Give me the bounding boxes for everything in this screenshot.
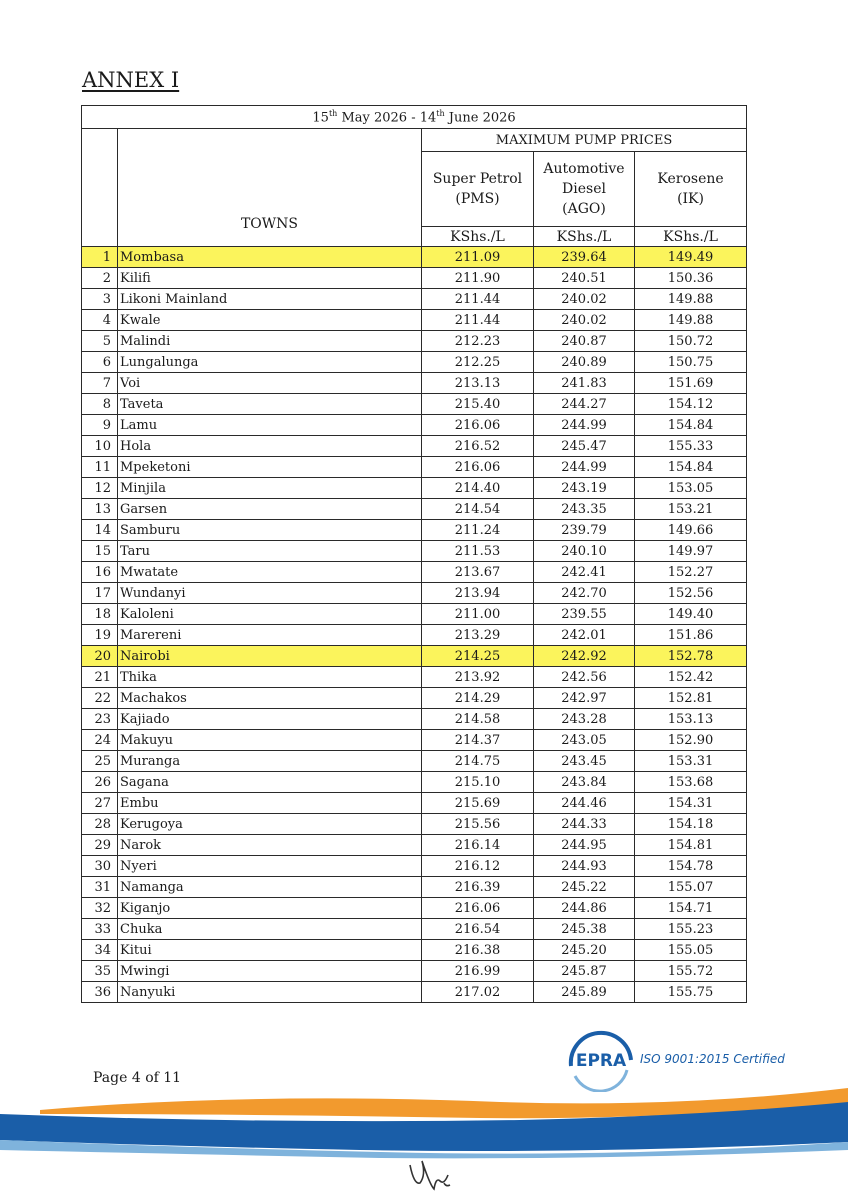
row-number: 17 [82, 583, 118, 604]
pms-price: 211.44 [422, 289, 534, 310]
table-row [82, 268, 747, 289]
row-number: 4 [82, 310, 118, 331]
town-name: Kwale [118, 310, 422, 331]
pms-price: 214.25 [422, 646, 534, 667]
table-row [82, 604, 747, 625]
period-header: 15th May 2026 - 14th June 2026 [82, 106, 747, 129]
town-name: Lungalunga [118, 352, 422, 373]
town-name: Kaloleni [118, 604, 422, 625]
ago-price: 240.89 [534, 352, 635, 373]
pms-price: 216.39 [422, 877, 534, 898]
ik-price: 149.40 [635, 604, 747, 625]
pms-price: 213.29 [422, 625, 534, 646]
table-row [82, 373, 747, 394]
town-name: Mpeketoni [118, 457, 422, 478]
ik-price: 154.12 [635, 394, 747, 415]
ago-price: 240.87 [534, 331, 635, 352]
pms-price: 213.92 [422, 667, 534, 688]
row-number: 30 [82, 856, 118, 877]
row-number: 33 [82, 919, 118, 940]
row-number: 28 [82, 814, 118, 835]
ago-price: 245.38 [534, 919, 635, 940]
row-number: 36 [82, 982, 118, 1003]
table-row [82, 541, 747, 562]
pms-price: 211.90 [422, 268, 534, 289]
ago-price: 242.97 [534, 688, 635, 709]
table-row [82, 562, 747, 583]
town-name: Mwingi [118, 961, 422, 982]
ago-price: 243.84 [534, 772, 635, 793]
pms-price: 214.40 [422, 478, 534, 499]
ik-price: 149.88 [635, 289, 747, 310]
town-name: Voi [118, 373, 422, 394]
pms-price: 215.56 [422, 814, 534, 835]
ik-price: 155.72 [635, 961, 747, 982]
ik-price: 154.78 [635, 856, 747, 877]
row-number: 19 [82, 625, 118, 646]
row-number: 24 [82, 730, 118, 751]
row-number: 14 [82, 520, 118, 541]
number-column-header [82, 129, 118, 247]
pms-price: 211.53 [422, 541, 534, 562]
row-number: 11 [82, 457, 118, 478]
pms-price: 214.75 [422, 751, 534, 772]
ago-price: 244.95 [534, 835, 635, 856]
town-name: Sagana [118, 772, 422, 793]
table-row [82, 940, 747, 961]
ago-price: 241.83 [534, 373, 635, 394]
ik-price: 149.88 [635, 310, 747, 331]
max-pump-prices-header: MAXIMUM PUMP PRICES [422, 129, 747, 152]
iso-certification: ISO 9001:2015 Certified [640, 1052, 785, 1066]
ik-price: 154.84 [635, 415, 747, 436]
ago-price: 244.33 [534, 814, 635, 835]
ik-price: 154.18 [635, 814, 747, 835]
town-name: Nairobi [118, 646, 422, 667]
ago-price: 243.19 [534, 478, 635, 499]
pms-price: 213.67 [422, 562, 534, 583]
ik-price: 151.69 [635, 373, 747, 394]
town-name: Machakos [118, 688, 422, 709]
row-number: 6 [82, 352, 118, 373]
row-number: 5 [82, 331, 118, 352]
ago-price: 245.47 [534, 436, 635, 457]
row-number: 8 [82, 394, 118, 415]
table-row [82, 352, 747, 373]
town-name: Mombasa [118, 247, 422, 268]
row-number: 35 [82, 961, 118, 982]
pms-price: 212.23 [422, 331, 534, 352]
pms-price: 216.52 [422, 436, 534, 457]
table-row [82, 709, 747, 730]
table-row [82, 982, 747, 1003]
pms-price: 216.38 [422, 940, 534, 961]
ago-price: 239.55 [534, 604, 635, 625]
table-row [82, 583, 747, 604]
annex-title: ANNEX I [82, 68, 180, 92]
ik-price: 154.71 [635, 898, 747, 919]
town-name: Makuyu [118, 730, 422, 751]
row-number: 15 [82, 541, 118, 562]
row-number: 7 [82, 373, 118, 394]
pms-price: 215.10 [422, 772, 534, 793]
ik-price: 154.31 [635, 793, 747, 814]
table-row [82, 478, 747, 499]
town-name: Embu [118, 793, 422, 814]
town-name: Muranga [118, 751, 422, 772]
table-row [82, 730, 747, 751]
kerosene-header: Kerosene (IK) [635, 152, 747, 227]
ik-price: 153.21 [635, 499, 747, 520]
row-number: 31 [82, 877, 118, 898]
pms-price: 216.06 [422, 457, 534, 478]
ago-price: 243.05 [534, 730, 635, 751]
pms-price: 216.14 [422, 835, 534, 856]
town-name: Kerugoya [118, 814, 422, 835]
table-row [82, 646, 747, 667]
ago-price: 244.93 [534, 856, 635, 877]
unit-label: KShs./L [635, 227, 747, 247]
pms-price: 211.24 [422, 520, 534, 541]
table-row [82, 835, 747, 856]
ik-price: 155.75 [635, 982, 747, 1003]
town-name: Lamu [118, 415, 422, 436]
pms-price: 211.09 [422, 247, 534, 268]
town-name: Namanga [118, 877, 422, 898]
ik-price: 153.13 [635, 709, 747, 730]
row-number: 1 [82, 247, 118, 268]
table-row [82, 961, 747, 982]
row-number: 18 [82, 604, 118, 625]
table-row [82, 877, 747, 898]
table-row [82, 751, 747, 772]
ago-price: 242.56 [534, 667, 635, 688]
pms-price: 216.06 [422, 415, 534, 436]
town-name: Kajiado [118, 709, 422, 730]
ik-price: 152.81 [635, 688, 747, 709]
ik-price: 154.81 [635, 835, 747, 856]
pms-price: 214.54 [422, 499, 534, 520]
ago-price: 243.45 [534, 751, 635, 772]
pms-price: 216.12 [422, 856, 534, 877]
table-row [82, 331, 747, 352]
ago-price: 240.10 [534, 541, 635, 562]
ik-price: 150.36 [635, 268, 747, 289]
pms-price: 215.40 [422, 394, 534, 415]
table-row [82, 793, 747, 814]
ago-price: 240.02 [534, 310, 635, 331]
ago-price: 243.35 [534, 499, 635, 520]
town-name: Garsen [118, 499, 422, 520]
town-name: Marereni [118, 625, 422, 646]
town-name: Taveta [118, 394, 422, 415]
ik-price: 149.66 [635, 520, 747, 541]
ago-price: 242.92 [534, 646, 635, 667]
ik-price: 149.49 [635, 247, 747, 268]
town-name: Hola [118, 436, 422, 457]
pump-price-table [81, 105, 747, 1003]
signature-icon [400, 1155, 460, 1195]
ago-price: 245.87 [534, 961, 635, 982]
table-row [82, 310, 747, 331]
towns-header: TOWNS [118, 129, 422, 247]
table-row [82, 247, 747, 268]
row-number: 23 [82, 709, 118, 730]
town-name: Taru [118, 541, 422, 562]
ik-price: 154.84 [635, 457, 747, 478]
table-row [82, 625, 747, 646]
row-number: 2 [82, 268, 118, 289]
ago-price: 242.70 [534, 583, 635, 604]
epra-logo-text: EPRA [575, 1051, 627, 1071]
ago-price: 243.28 [534, 709, 635, 730]
row-number: 22 [82, 688, 118, 709]
row-number: 27 [82, 793, 118, 814]
pms-price: 215.69 [422, 793, 534, 814]
table-row [82, 814, 747, 835]
town-name: Samburu [118, 520, 422, 541]
pms-price: 216.54 [422, 919, 534, 940]
pms-price: 216.06 [422, 898, 534, 919]
ik-price: 155.33 [635, 436, 747, 457]
row-number: 3 [82, 289, 118, 310]
pms-price: 214.37 [422, 730, 534, 751]
ik-price: 155.07 [635, 877, 747, 898]
ago-price: 244.99 [534, 415, 635, 436]
ik-price: 153.68 [635, 772, 747, 793]
row-number: 26 [82, 772, 118, 793]
ago-price: 244.46 [534, 793, 635, 814]
pms-price: 211.00 [422, 604, 534, 625]
table-row [82, 856, 747, 877]
row-number: 25 [82, 751, 118, 772]
town-name: Mwatate [118, 562, 422, 583]
ago-price: 244.27 [534, 394, 635, 415]
town-name: Wundanyi [118, 583, 422, 604]
ik-price: 150.75 [635, 352, 747, 373]
ik-price: 152.90 [635, 730, 747, 751]
ago-price: 244.86 [534, 898, 635, 919]
row-number: 21 [82, 667, 118, 688]
ik-price: 152.56 [635, 583, 747, 604]
table-row [82, 772, 747, 793]
ago-price: 242.01 [534, 625, 635, 646]
ago-price: 239.64 [534, 247, 635, 268]
pms-price: 214.29 [422, 688, 534, 709]
pms-price: 212.25 [422, 352, 534, 373]
unit-label: KShs./L [422, 227, 534, 247]
town-name: Chuka [118, 919, 422, 940]
town-name: Kiganjo [118, 898, 422, 919]
table-row [82, 898, 747, 919]
ago-price: 242.41 [534, 562, 635, 583]
table-row [82, 667, 747, 688]
page-number: Page 4 of 11 [93, 1070, 182, 1086]
ik-price: 151.86 [635, 625, 747, 646]
pms-price: 214.58 [422, 709, 534, 730]
pms-price: 213.13 [422, 373, 534, 394]
row-number: 13 [82, 499, 118, 520]
ago-price: 245.20 [534, 940, 635, 961]
row-number: 10 [82, 436, 118, 457]
town-name: Malindi [118, 331, 422, 352]
footer-wave [0, 1080, 848, 1160]
town-name: Kitui [118, 940, 422, 961]
table-row [82, 688, 747, 709]
ago-price: 245.22 [534, 877, 635, 898]
ik-price: 149.97 [635, 541, 747, 562]
ago-price: 239.79 [534, 520, 635, 541]
table-row [82, 499, 747, 520]
table-row [82, 289, 747, 310]
ik-price: 153.05 [635, 478, 747, 499]
ago-price: 244.99 [534, 457, 635, 478]
table-row [82, 919, 747, 940]
ik-price: 153.31 [635, 751, 747, 772]
ago-price: 240.51 [534, 268, 635, 289]
ik-price: 152.27 [635, 562, 747, 583]
pms-price: 216.99 [422, 961, 534, 982]
unit-label: KShs./L [534, 227, 635, 247]
ik-price: 152.42 [635, 667, 747, 688]
table-row [82, 415, 747, 436]
pms-price: 213.94 [422, 583, 534, 604]
town-name: Nanyuki [118, 982, 422, 1003]
row-number: 34 [82, 940, 118, 961]
town-name: Thika [118, 667, 422, 688]
ik-price: 152.78 [635, 646, 747, 667]
town-name: Likoni Mainland [118, 289, 422, 310]
table-row [82, 394, 747, 415]
row-number: 20 [82, 646, 118, 667]
row-number: 16 [82, 562, 118, 583]
town-name: Nyeri [118, 856, 422, 877]
table-body [82, 247, 747, 1003]
town-name: Minjila [118, 478, 422, 499]
ik-price: 155.23 [635, 919, 747, 940]
pms-price: 217.02 [422, 982, 534, 1003]
automotive-diesel-header: Automotive Diesel (AGO) [534, 152, 635, 227]
row-number: 29 [82, 835, 118, 856]
town-name: Kilifi [118, 268, 422, 289]
ik-price: 150.72 [635, 331, 747, 352]
ago-price: 240.02 [534, 289, 635, 310]
town-name: Narok [118, 835, 422, 856]
super-petrol-header: Super Petrol (PMS) [422, 152, 534, 227]
row-number: 9 [82, 415, 118, 436]
table-row [82, 457, 747, 478]
row-number: 12 [82, 478, 118, 499]
row-number: 32 [82, 898, 118, 919]
ik-price: 155.05 [635, 940, 747, 961]
ago-price: 245.89 [534, 982, 635, 1003]
table-row [82, 520, 747, 541]
pms-price: 211.44 [422, 310, 534, 331]
table-row [82, 436, 747, 457]
